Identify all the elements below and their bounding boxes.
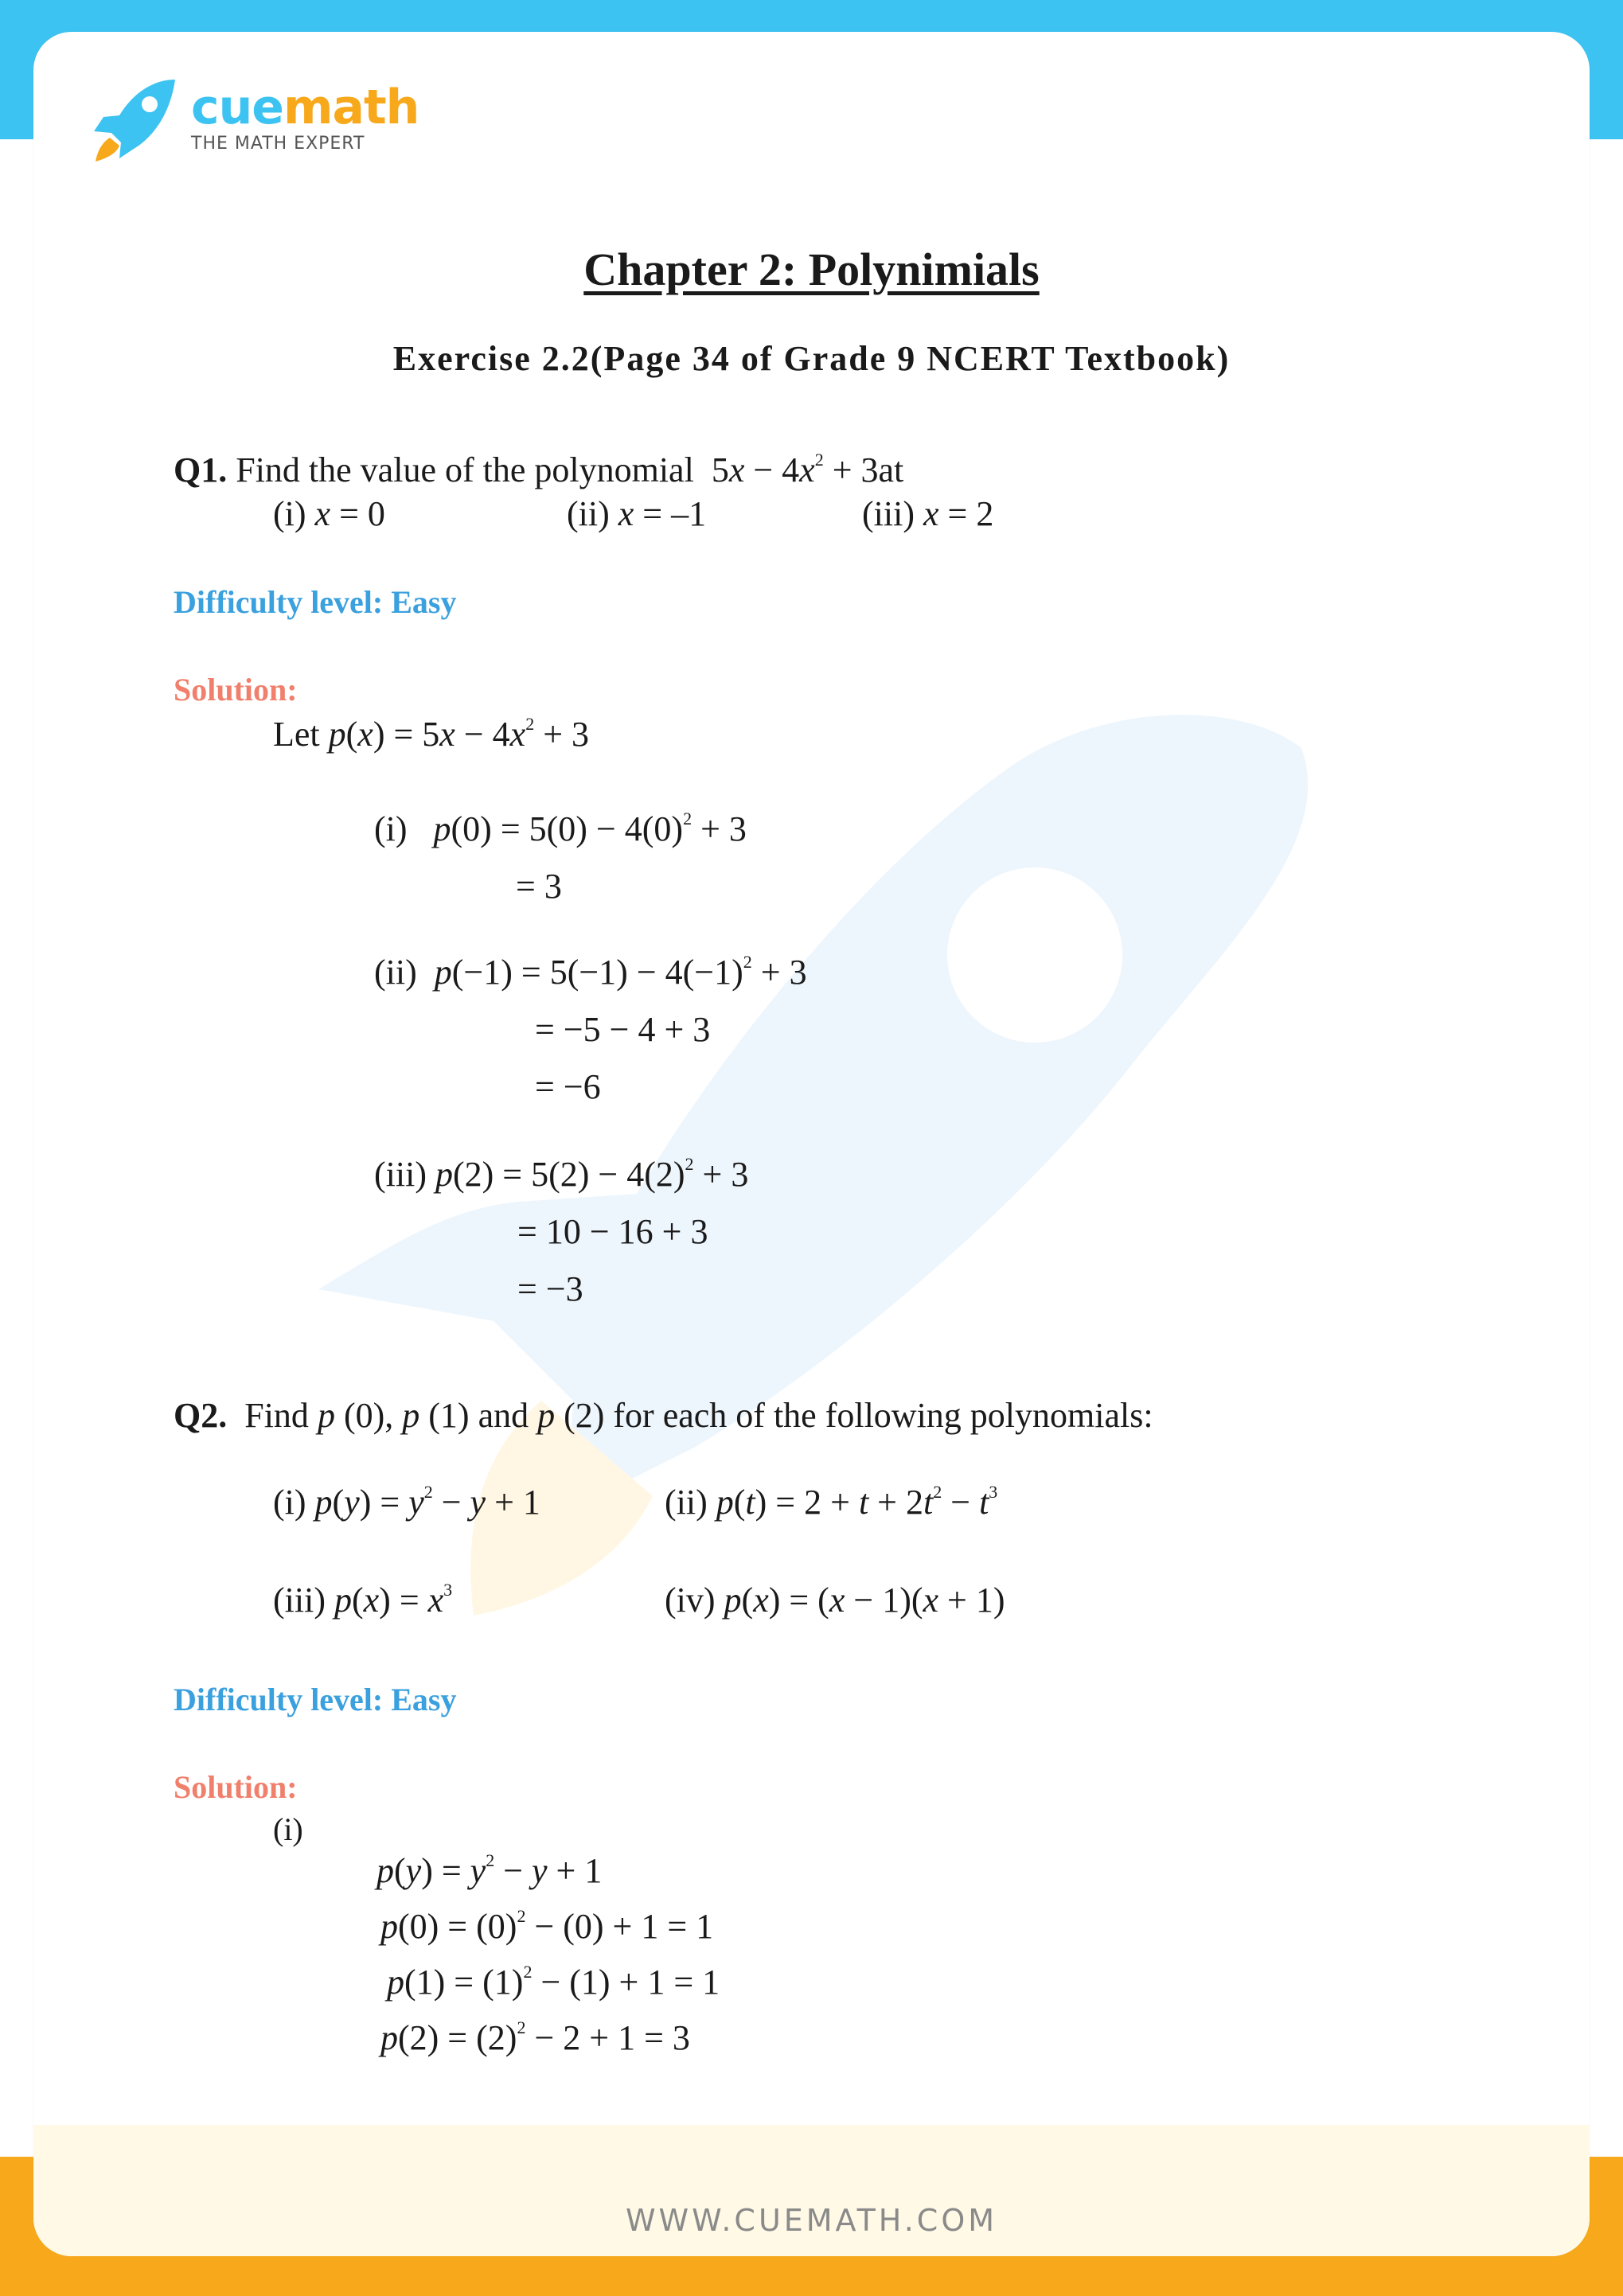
q2-part1-line1: $p(y) = y^2 - y + 1$ (376, 1850, 603, 1890)
q1-part2-line1: (ii) $p(-1) = 5(-1) - 4(-1)^2 + 3$ (374, 952, 807, 992)
footer-url: WWW.CUEMATH.COM (625, 2203, 998, 2238)
q2-part1-label: (i) (273, 1811, 303, 1847)
q2-difficulty: Difficulty level: Easy (174, 1682, 457, 1717)
chapter-title: Chapter 2: Polynimials (583, 244, 1040, 295)
q2-option-4: (iv) p(x) = (x − 1)(x + 1) (665, 1581, 1005, 1620)
q1-part3-line1: (iii) $p(2) = 5(2) - 4(2)^2 + 3$ (374, 1154, 749, 1194)
q1-part2-line3: = −6 (535, 1067, 601, 1106)
q1-difficulty: Difficulty level: Easy (174, 584, 457, 620)
q1-solution-label: Solution: (174, 672, 298, 708)
q2-part1-line2: $p(0) = (0)^2 - (0) + 1 = 1$ (380, 1906, 714, 1946)
exercise-title: Exercise 2.2(Page 34 of Grade 9 NCERT Textbook) (392, 339, 1231, 378)
q1-part1-line2: = 3 (516, 867, 562, 906)
q1-part2-line2: = −5 − 4 + 3 (535, 1010, 711, 1049)
brand-tagline: THE MATH EXPERT (191, 134, 365, 154)
q2-statement: Q2. Find p (0), p (1) and p (2) for each of the following polynomials: (174, 1396, 1153, 1435)
q1-option-3: (iii) x = 2 (862, 494, 994, 533)
q2-part1-line4: $p(2) = (2)^2 - 2 + 1 = 3$ (380, 2017, 690, 2057)
q1-statement: Q1. Find the value of the polynomial $5x - 4x^2 + 3at$ (174, 450, 904, 489)
q1-part1-line1: (i) $p(0) = 5(0) - 4(0)^2 + 3$ (374, 809, 747, 848)
rocket-logo-icon (88, 76, 183, 163)
q1-option-2: (ii) x = –1 (567, 494, 707, 533)
brand-wordmark: cuemath (191, 80, 419, 135)
q2-option-2: (ii) $p(t) = 2 + t + 2t^2 - t^3$ (665, 1482, 998, 1522)
q2-option-1: (i) $p(y) = y^2 - y + 1$ (273, 1482, 540, 1522)
q1-part3-line2: = 10 − 16 + 3 (517, 1212, 708, 1251)
q1-option-1: (i) x = 0 (273, 494, 385, 533)
q2-part1-line3: $p(1) = (1)^2 - (1) + 1 = 1$ (387, 1962, 720, 2002)
q2-option-3: (iii) $p(x) = x^3$ (273, 1580, 453, 1620)
q1-let-line: Let $p(x) = 5x - 4x^2 + 3$ (273, 714, 590, 754)
q2-solution-label: Solution: (174, 1769, 298, 1805)
q1-part3-line3: = −3 (517, 1269, 583, 1308)
